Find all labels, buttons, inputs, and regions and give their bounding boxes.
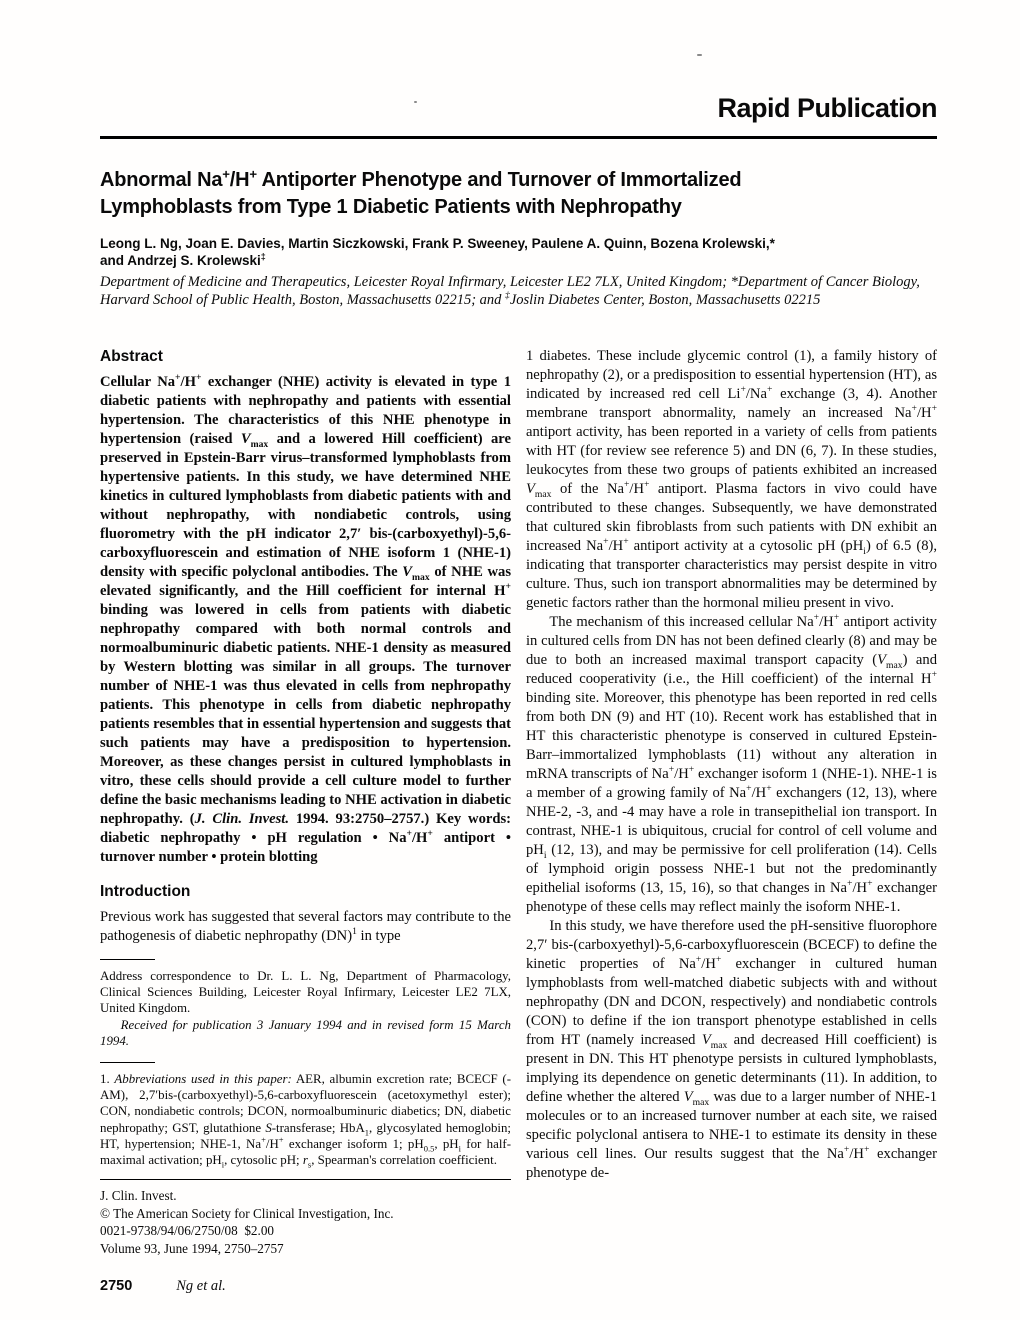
- footnote-divider: [100, 1062, 155, 1063]
- footnote-divider: [100, 959, 155, 960]
- body-paragraph: In this study, we have therefore used the pH-sensitive fluorophore 2,7′ bis-(carboxyethyl)-5,6-carboxyfluorescein (BCECF) to define the kinetic properties of Na+/H+ exchanger in cultured human lymphoblasts from well-matched diabetic subjects with and without nephropathy (DN and DCON, respectively) and nondiabetic controls (CON) to define if the ion transport phenotype established in cells from HT (namely increased $V_{max}$ and decreased Hill coefficient) is present in DN. This HT phenotype persists in cultured lymphoblasts, implying its dependence on genetic determinants (11). In addition, to define whether the altered $V_{max}$ was due to a larger number of NHE-1 molecules or to an increased turnover number at each site, we raised specific polyclonal antisera to NHE-1 to estimate its density in these various cell lines. Our results suggest that the Na+/H+ exchanger phenotype de-: [526, 918, 938, 1181]
- left-column: [100, 347, 511, 1257]
- article-title-line1: Abnormal Na+/H+ Antiporter Phenotype and Turnover of Immortalized: [100, 166, 742, 191]
- author-line2: and Andrzej S. Krolewski‡: [100, 251, 266, 268]
- volume-line: Volume 93, June 1994, 2750–2757: [100, 1240, 284, 1256]
- page-number: 2750: [100, 1278, 133, 1294]
- scan-artifact: [414, 101, 417, 103]
- issn-price-line: 0021-9738/94/06/2750/08 $2.00: [100, 1223, 275, 1239]
- abbreviations-footnote: 1. Abbreviations used in this paper: AER, albumin excretion rate; BCECF (-AM), 2,7′bis-(carboxyethyl)-5,6-carboxyfluorescein (acetoxymethyl ester); CON, nondiabetic controls; DCON, normoalbuminuric diabetics; DN, diabetic nephropathy; GST, glutathione S-transferase; HbA$_1$, glycosylated hemoglobin; HT, hypertension; NHE-1, Na+/H+ exchanger isoform 1; $pH_{0.5}$, $pH_i$ for half-maximal activation; $pH_i$, cytosolic pH; $r_s$, Spearman's correlation coefficient.: [100, 1072, 512, 1170]
- body-paragraph: The mechanism of this increased cellular Na+/H+ antiport activity in cultured cells from DN has not been defined clearly (8) and may be due to both an increased maximal transport capacity $(V_{max})$ and reduced cooperativity (i.e., the Hill coefficient) of the internal H+ binding site. Moreover, this phenotype has been reported in red cells from both DN (9) and HT (10). Recent work has established that in HT this characteristic phenotype is conserved in cultured Epstein-Barr–immortalized lymphoblasts (11) without any alteration in mRNA transcripts of Na+/H+ exchanger isoform 1 (NHE-1). NHE-1 is a member of a growing family of Na+/H+ exchangers (12, 13), where NHE-2, -3, and -4 may have a role in transepithelial ion transport. In contrast, NHE-1 is ubiquitous, crucial for control of cell volume and $pH_i$ (12, 13), and may be permissive for cell proliferation (14). Cells of lymphoid origin possess NHE-1 but not the predominantly epithelial isoforms (13, 15, 16), so that changes in Na+/H+ exchanger phenotype of these cells may reflect mainly the isoform NHE-1.: [526, 612, 938, 915]
- abstract-heading: Abstract: [100, 348, 163, 365]
- page-footer: [100, 1277, 226, 1295]
- journal-info-rule: [100, 1179, 511, 1180]
- introduction-heading: Introduction: [100, 883, 191, 900]
- article-title: [100, 167, 937, 221]
- author-line1: Leong L. Ng, Joan E. Davies, Martin Siczkowski, Frank P. Sweeney, Paulene A. Quinn, Bozena Krolewski,*: [100, 236, 775, 251]
- two-column-body: [100, 347, 937, 1257]
- received-note: Received for publication 3 January 1994 and in revised form 15 March 1994.: [100, 1017, 511, 1048]
- abstract-body: Cellular Na+/H+ exchanger (NHE) activity is elevated in type 1 diabetic patients with nephropathy and patients with essential hypertension. The characteristics of this NHE phenotype in hypertension (raised $V_{max}$ and a lowered Hill coefficient) are preserved in Epstein-Barr virus–transformed lymphoblasts from hypertensive patients. In this study, we have determined NHE kinetics in cultured lymphoblasts from diabetic patients with and without nephropathy, with nondiabetic controls, using fluorometry with the pH indicator 2,7′ bis-(carboxyethyl)-5,6-carboxyfluorescein and estimation of NHE isoform 1 (NHE-1) density with specific polyclonal antibodies. The $V_{max}$ of NHE was elevated significantly, and the Hill coefficient for internal H+ binding was lowered in cells from patients with diabetic nephropathy compared with both normal controls and normoalbuminuric diabetic patients. NHE-1 density as measured by Western blotting was similar in all groups. The turnover number of NHE-1 was thus elevated in cells from nephropathy patients. This phenotype in cells from diabetic nephropathy patients resembles that in essential hypertension and suggests that such patients may have a predisposition to hypertension. Moreover, as these changes persist in cultured lymphoblasts in vitro, these cells should provide a cell culture model to further define the basic mechanisms leading to NHE activation in diabetic nephropathy. (J. Clin. Invest. 1994. 93:2750–2757.) Key words: diabetic nephropathy • pH regulation • Na+/H+ antiport • turnover number • protein blotting: [100, 372, 511, 865]
- copyright-line: © The American Society for Clinical Investigation, Inc.: [100, 1205, 394, 1221]
- header-rule: [100, 136, 937, 139]
- journal-name: J. Clin. Invest.: [100, 1188, 177, 1204]
- rapid-publication-banner: Rapid Publication: [717, 93, 937, 123]
- affiliations: Department of Medicine and Therapeutics, Leicester Royal Infirmary, Leicester LE2 7LX, United Kingdom; *Department of Cancer Biology, Harvard School of Public Health, Boston, Massachusetts 02215; and ‡Joslin Diabetes Center, Boston, Massachusetts 02215: [100, 274, 920, 308]
- running-authors: Ng et al.: [176, 1278, 226, 1294]
- journal-credit-block: [100, 1187, 511, 1257]
- introduction-paragraph: Previous work has suggested that several factors may contribute to the pathogenesis of diabetic nephropathy (DN)$^1$ in type: [100, 909, 511, 944]
- article-title-line2: Lymphoblasts from Type 1 Diabetic Patients with Nephropathy: [100, 196, 682, 218]
- body-paragraph: 1 diabetes. These include glycemic control (1), a family history of nephropathy (2), or a predisposition to essential hypertension (HT), as indicated by increased red cell Li+/Na+ exchange (3, 4). Another membrane transport abnormality, namely an increased Na+/H+ antiport activity, has been reported in a variety of cells from patients with HT (for review see reference 5) and DN (6, 7). In these studies, leukocytes from these two groups of patients exhibited an increased $V_{max}$ of the Na+/H+ antiport. Plasma factors in vivo could have contributed to these changes. Subsequently, we have demonstrated that cultured skin fibroblasts from such patients with DN exhibit an increased Na+/H+ antiport activity at a cytosolic pH $(pH_i)$ of 6.5 (8), indicating that transporter characteristics may persist despite in vitro culture. Thus, such ion transport abnormalities may be determined by genetic factors rather than the hormonal milieu present in vivo.: [526, 348, 938, 611]
- right-column: [526, 347, 937, 1257]
- scan-artifact: [697, 54, 702, 56]
- author-list: [100, 235, 937, 269]
- correspondence-note: Address correspondence to Dr. L. L. Ng, Department of Pharmacology, Clinical Sciences Building, Leicester Royal Infirmary, Leicester LE2 7LX, United Kingdom.: [100, 969, 511, 1016]
